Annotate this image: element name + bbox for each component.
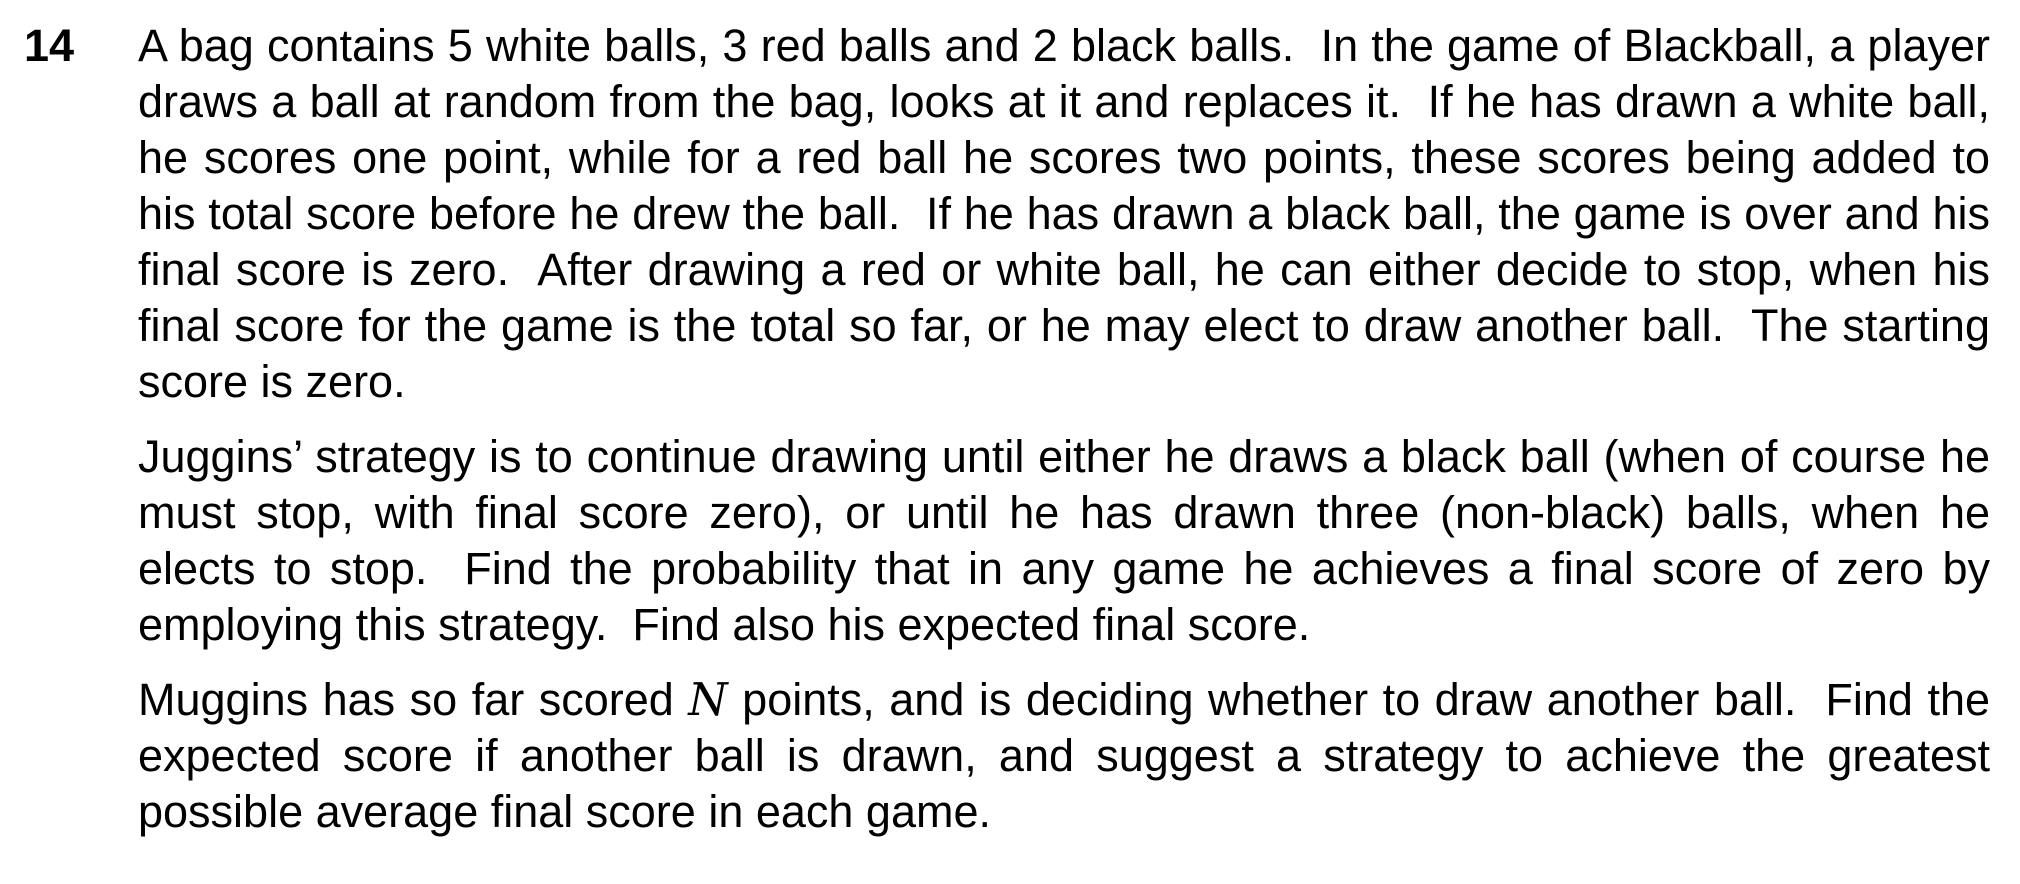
math-variable-n: N (688, 673, 728, 726)
muggins-text-before-n: Muggins has so far scored (138, 674, 689, 725)
problem-number: 14 (24, 20, 75, 71)
paragraph-game-setup: A bag contains 5 white balls, 3 red balls and 2 black balls. In the game of Blackball, a player draws a ball at random from the bag, looks at it and replaces it. If he has drawn a white ball, he scores one point, while for a red ball he scores two points, these scores being added to his total score before he drew the ball. If he has drawn a black ball, the game is over and his final score is zero. After drawing a red or white ball, he can either decide to stop, when his final score for the game is the total so far, or he may elect to draw another ball. The starting score is zero. (138, 20, 2003, 407)
problem-block (24, 18, 2003, 840)
problem-body (138, 18, 2003, 840)
paragraph-muggins-question (138, 672, 2003, 840)
paragraph-juggins-strategy: Juggins’ strategy is to continue drawing until either he draws a black ball (when of course he must stop, with final score zero), or until he has drawn three (non-black) balls, when he elects to stop. Find the probability that in any game he achieves a final score of zero by employing this strategy. Find also his expected final score. (138, 431, 2003, 650)
muggins-text-after-n: points, and is deciding whether to draw another ball. Find the expected score if another ball is drawn, and suggest a strategy to achieve the greatest possible average final score in each game. (138, 674, 2003, 837)
